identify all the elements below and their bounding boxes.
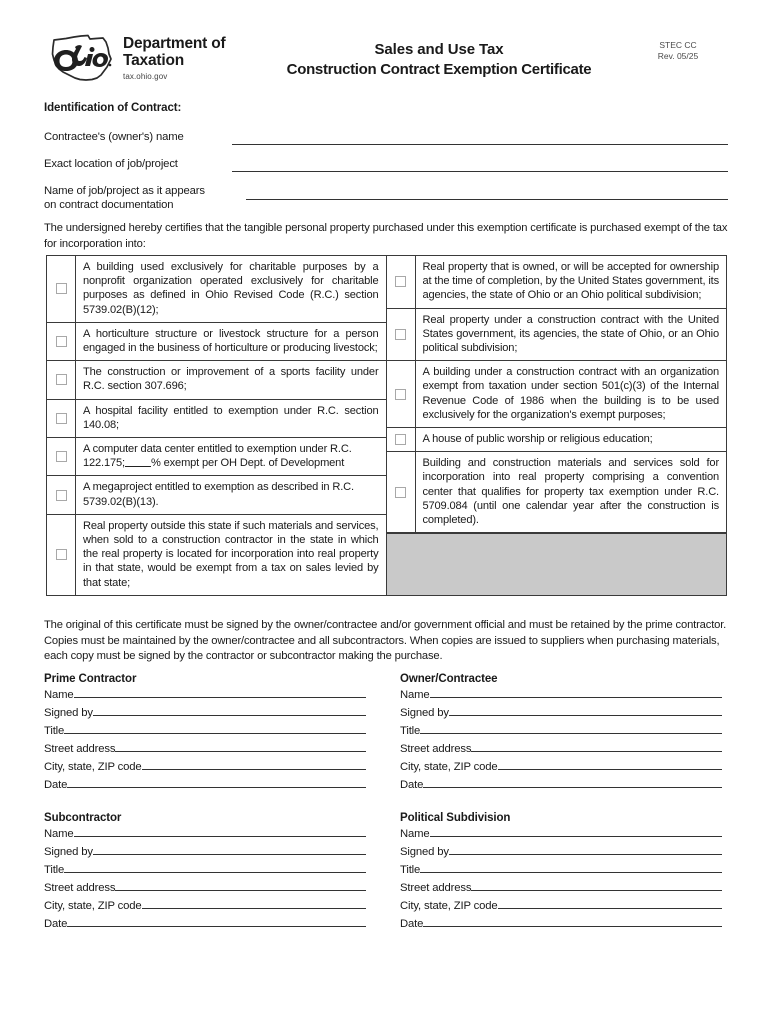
exemption-text: A house of public worship or religious education; [422,433,653,446]
field-date [44,779,366,797]
field-input[interactable] [64,872,366,873]
field-input[interactable] [423,787,722,788]
field-input[interactable] [115,751,366,752]
field-signed-by [44,707,366,725]
field-label: Signed by [400,846,449,858]
ohio-state-outline-logo [44,32,118,84]
exemption-text: Real property outside this state if such materials and services, when sold to a construction contractor in the state in which the real property is located for incorporation into real property in that state, would be exempt from a tax on sales levied by that state; [83,519,379,589]
field-city-state-zip [400,900,722,918]
exemption-row[interactable] [47,400,386,438]
field-title [400,725,722,743]
field-name [400,689,722,707]
field-label: City, state, ZIP code [400,761,498,773]
checkbox-cell[interactable] [387,256,416,308]
field-label: City, state, ZIP code [400,900,498,912]
field-input[interactable] [498,908,722,909]
exemption-row[interactable] [47,515,386,595]
checkbox-cell[interactable] [47,476,76,513]
exemption-text: The construction or improvement of a sports facility under R.C. section 307.696; [83,366,379,393]
field-label: City, state, ZIP code [44,900,142,912]
checkbox-cell[interactable] [47,361,76,398]
field-label: Title [44,725,65,737]
field-input[interactable] [449,854,722,855]
checkbox-cell[interactable] [387,361,416,427]
field-city-state-zip [400,761,722,779]
exemption-row[interactable] [387,452,727,533]
contractee-name-label: Contractee's (owner's) name [44,131,184,143]
field-input[interactable] [115,890,366,891]
field-city-state-zip [44,900,366,918]
data-center-text-after: % exempt per OH Dept. of Development [150,457,345,470]
checkbox-cell[interactable] [47,438,76,475]
checkbox-icon[interactable] [56,549,67,560]
checkbox-icon[interactable] [56,336,67,347]
field-signed-by [400,846,722,864]
exemption-row[interactable] [387,428,727,452]
exemption-text: Real property under a construction contract with the United States government, its agencies, the state of Ohio, or an Ohio political subdivision; [422,313,719,355]
agency-line-2: Taxation [123,52,184,69]
agency-website: tax.ohio.gov [123,72,168,81]
checkbox-icon[interactable] [395,487,406,498]
field-label: Signed by [44,846,93,858]
checkbox-icon[interactable] [56,283,67,294]
table-filler-block [387,533,727,595]
checkbox-icon[interactable] [56,374,67,385]
field-label: Street address [44,743,116,755]
field-label: Street address [400,882,472,894]
exemption-reason-table [46,255,727,596]
field-input[interactable] [67,926,366,927]
exemption-row[interactable] [47,361,386,399]
field-label: Street address [44,882,116,894]
exemption-row[interactable] [47,256,386,323]
field-street-address [44,743,366,761]
exemption-text-data-center [76,438,386,475]
field-input[interactable] [430,836,722,837]
field-label: Street address [400,743,472,755]
field-label: Title [44,864,65,876]
field-input[interactable] [74,836,366,837]
field-city-state-zip [44,761,366,779]
exemption-row[interactable] [387,256,727,309]
field-input[interactable] [93,715,366,716]
checkbox-icon[interactable] [395,276,406,287]
job-name-label-line-2: on contract documentation [44,199,174,211]
checkbox-icon[interactable] [395,434,406,445]
field-signed-by [400,707,722,725]
checkbox-icon[interactable] [56,413,67,424]
field-label: Title [400,864,421,876]
field-label: Date [400,779,424,791]
checkbox-cell[interactable] [47,256,76,322]
exemption-text: A building used exclusively for charitable purposes by a nonprofit organization operated exclusively for charitable purposes as defined in Ohio Revised Code (R.C.) section 5739.02(B)(12); [83,261,379,316]
percent-blank-input[interactable] [125,457,151,467]
exemption-text: Real property that is owned, or will be accepted for ownership at the time of completion, by the United States government, its agencies, the state of Ohio or an Ohio political subdivision; [422,261,719,302]
exemption-row[interactable] [47,476,386,514]
exemption-column-left [47,256,387,595]
signature-block-political-subdivision [400,812,722,936]
field-title [400,864,722,882]
agency-line-1: Department of [123,35,226,52]
signature-block-heading: Prime Contractor [44,673,137,685]
exemption-row-data-center[interactable] [47,438,386,476]
exemption-row[interactable] [387,309,727,362]
field-date [400,918,722,936]
intro-paragraph: The undersigned hereby certifies that the tangible personal property purchased under this exemption certificate is purchased exempt of the tax for incorporation into: [44,222,728,250]
exemption-column-right [387,256,727,595]
field-signed-by [44,846,366,864]
form-revision: Rev. 05/25 [657,51,699,61]
signature-block-heading: Subcontractor [44,812,122,824]
signature-block-subcontractor [44,812,366,936]
form-title-line-1: Sales and Use Tax [374,41,504,58]
field-label: Date [44,918,68,930]
field-label: Signed by [44,707,93,719]
checkbox-cell[interactable] [47,400,76,437]
data-center-text-before: A computer data center entitled to exemption under R.C. 122.175; [83,443,352,470]
checkbox-cell[interactable] [47,515,76,595]
signature-block-heading: Owner/Contractee [400,673,498,685]
exemption-row[interactable] [47,323,386,361]
field-name [44,828,366,846]
exemption-text: A horticulture structure or livestock structure for a person engaged in the business of horticulture or producing livestock; [83,327,379,355]
exemption-text: Building and construction materials and services sold for incorporation into real property comprising a convention center that qualifies for property tax exemption under R.C. 5709.084 (until one calendar year after the construction is completed). [422,457,719,527]
field-street-address [400,743,722,761]
form-code: STEC CC [659,40,697,50]
agency-branding [44,32,225,84]
field-input[interactable] [498,769,722,770]
field-input[interactable] [423,926,722,927]
contractee-name-input[interactable] [232,144,728,145]
job-location-label: Exact location of job/project [44,158,178,170]
form-code-block [628,40,728,62]
checkbox-cell[interactable] [47,323,76,360]
signature-block-owner-contractee [400,673,722,797]
checkbox-cell[interactable] [387,428,416,451]
field-label: Name [44,828,74,840]
field-input[interactable] [420,733,722,734]
field-input[interactable] [471,890,722,891]
field-input[interactable] [430,697,722,698]
checkbox-cell[interactable] [387,452,416,532]
field-street-address [44,882,366,900]
field-input[interactable] [64,733,366,734]
signature-block-prime-contractor [44,673,366,797]
checkbox-cell[interactable] [387,309,416,361]
checkbox-icon[interactable] [395,329,406,340]
field-input[interactable] [142,769,366,770]
field-date [400,779,722,797]
field-name [400,828,722,846]
field-input[interactable] [471,751,722,752]
identification-heading: Identification of Contract: [44,102,182,114]
field-input[interactable] [74,697,366,698]
field-input[interactable] [142,908,366,909]
field-street-address [400,882,722,900]
field-title [44,864,366,882]
checkbox-icon[interactable] [56,490,67,501]
field-input[interactable] [449,715,722,716]
field-name [44,689,366,707]
checkbox-icon[interactable] [395,389,406,400]
form-title [244,40,634,80]
field-label: Name [400,828,430,840]
exemption-text: A megaproject entitled to exemption as described in R.C. 5739.02(B)(13). [83,481,354,508]
form-header [44,32,728,90]
field-input[interactable] [93,854,366,855]
field-input[interactable] [420,872,722,873]
field-label: Name [400,689,430,701]
checkbox-icon[interactable] [56,451,67,462]
job-location-input[interactable] [232,171,728,172]
field-date [44,918,366,936]
field-title [44,725,366,743]
form-title-line-2: Construction Contract Exemption Certificate [286,61,592,78]
field-label: Signed by [400,707,449,719]
agency-name [123,35,225,81]
field-input[interactable] [67,787,366,788]
field-label: Name [44,689,74,701]
job-name-input[interactable] [246,199,728,200]
field-label: Date [44,779,68,791]
field-label: Title [400,725,421,737]
exemption-text: A hospital facility entitled to exemption under R.C. section 140.08; [83,404,379,431]
exemption-row[interactable] [387,361,727,428]
field-label: City, state, ZIP code [44,761,142,773]
exemption-text: A building under a construction contract with an organization exempt from taxation under section 501(c)(3) of the Internal Revenue Code of 1986 when the building is to be used exclusively for the organization's exempt purposes; [422,366,719,421]
retention-paragraph: The original of this certificate must be signed by the owner/contractee and/or government official and must be retained by the prime contractor. Copies must be maintained by the owner/contractee and all subcontractors. When copies are issued to suppliers when purchasing materials, each copy must be signed by the contractor or subcontractor making the purchase. [44,619,727,662]
signature-block-heading: Political Subdivision [400,812,511,824]
job-name-label-line-1: Name of job/project as it appears [44,185,205,197]
field-label: Date [400,918,424,930]
